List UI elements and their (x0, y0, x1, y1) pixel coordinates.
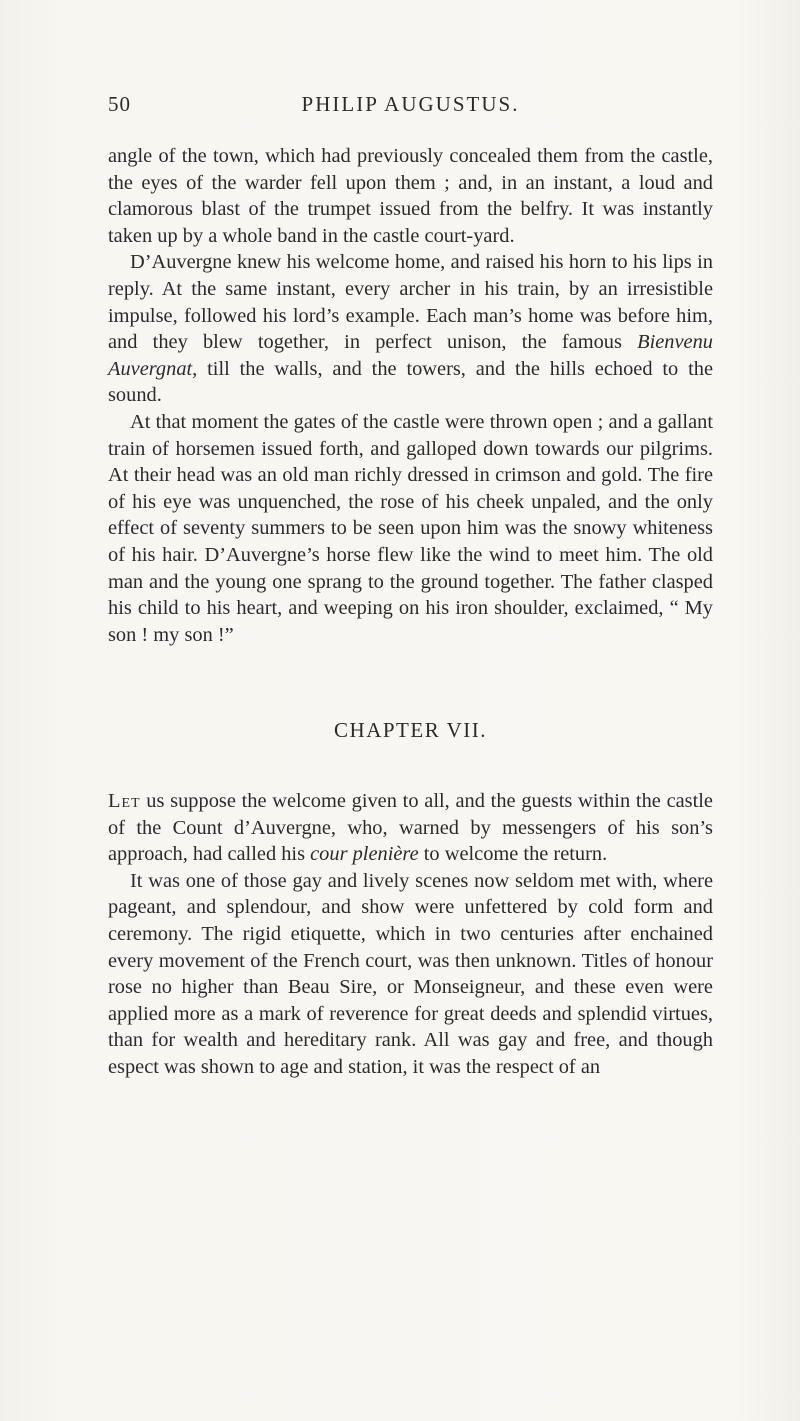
italic-text-run: cour plenière (310, 843, 419, 866)
running-title: PHILIP AUGUSTUS. (301, 92, 520, 116)
running-header (108, 92, 713, 122)
paragraph (108, 143, 713, 249)
text-run: till the walls, and the towers, and the hills echoed to the sound. (108, 357, 713, 407)
text-run: At that moment the gates of the castle were thrown open ; and a gallant train of horsemen issued forth, and galloped down towards our pilgrims. At their head was an old man richly dressed in crimson and gold. The fire of his eye was unquenched, the rose of his cheek unpaled, and the only effect of seventy summers to be seen upon him was the snowy whiteness of his hair. D’Auvergne’s horse flew like the wind to meet him. The old man and the young one sprang to the ground together. The father clasped his child to his heart, and weeping on his iron shoulder, exclaimed, “ My son ! my son !” (108, 410, 713, 646)
smallcaps-text-run: Let (108, 790, 141, 812)
paragraph (108, 409, 713, 648)
paragraph (108, 788, 713, 868)
italic-text-run: Bienvenu Auvergnat, (108, 331, 713, 380)
text-run: D’Auvergne knew his welcome home, and raised his horn to his lips in reply. At the same instant, every archer in his train, by an irresistible impulse, followed his lord’s example. Each man’s home was before him, and they blew together, in perfect unison, the famous (108, 251, 713, 354)
text-run: us suppose the welcome given to all, and the guests within the castle of the Count d’Auvergne, who, warned by messengers of his son’s approach, had called his (108, 790, 713, 866)
text-run: It was one of those gay and lively scenes now seldom met with, where pageant, and splendour, and show were unfettered by cold form and ceremony. The rigid etiquette, which in two centuries after enchained every movement of the French court, was then unknown. Titles of honour rose no higher than Beau Sire, or Monseigneur, and these even were applied more as a mark of reverence for great deeds and splendid virtues, than for wealth and hereditary rank. All was gay and free, and though espect was shown to age and station, it was the respect of an (108, 869, 713, 1078)
text-block-before-chapter (108, 143, 713, 648)
page-number: 50 (108, 92, 131, 116)
chapter-heading: CHAPTER VII. (334, 718, 487, 742)
text-block-after-chapter (108, 788, 713, 1081)
paragraph (108, 249, 713, 409)
text-run: to welcome the return. (418, 843, 608, 866)
text-run: angle of the town, which had previously concealed them from the castle, the eyes of the warder fell upon them ; and, in an instant, a loud and clamorous blast of the trumpet issued from the belfry. It was instantly taken up by a whole band in the castle court-yard. (108, 145, 713, 247)
paragraph (108, 868, 713, 1081)
